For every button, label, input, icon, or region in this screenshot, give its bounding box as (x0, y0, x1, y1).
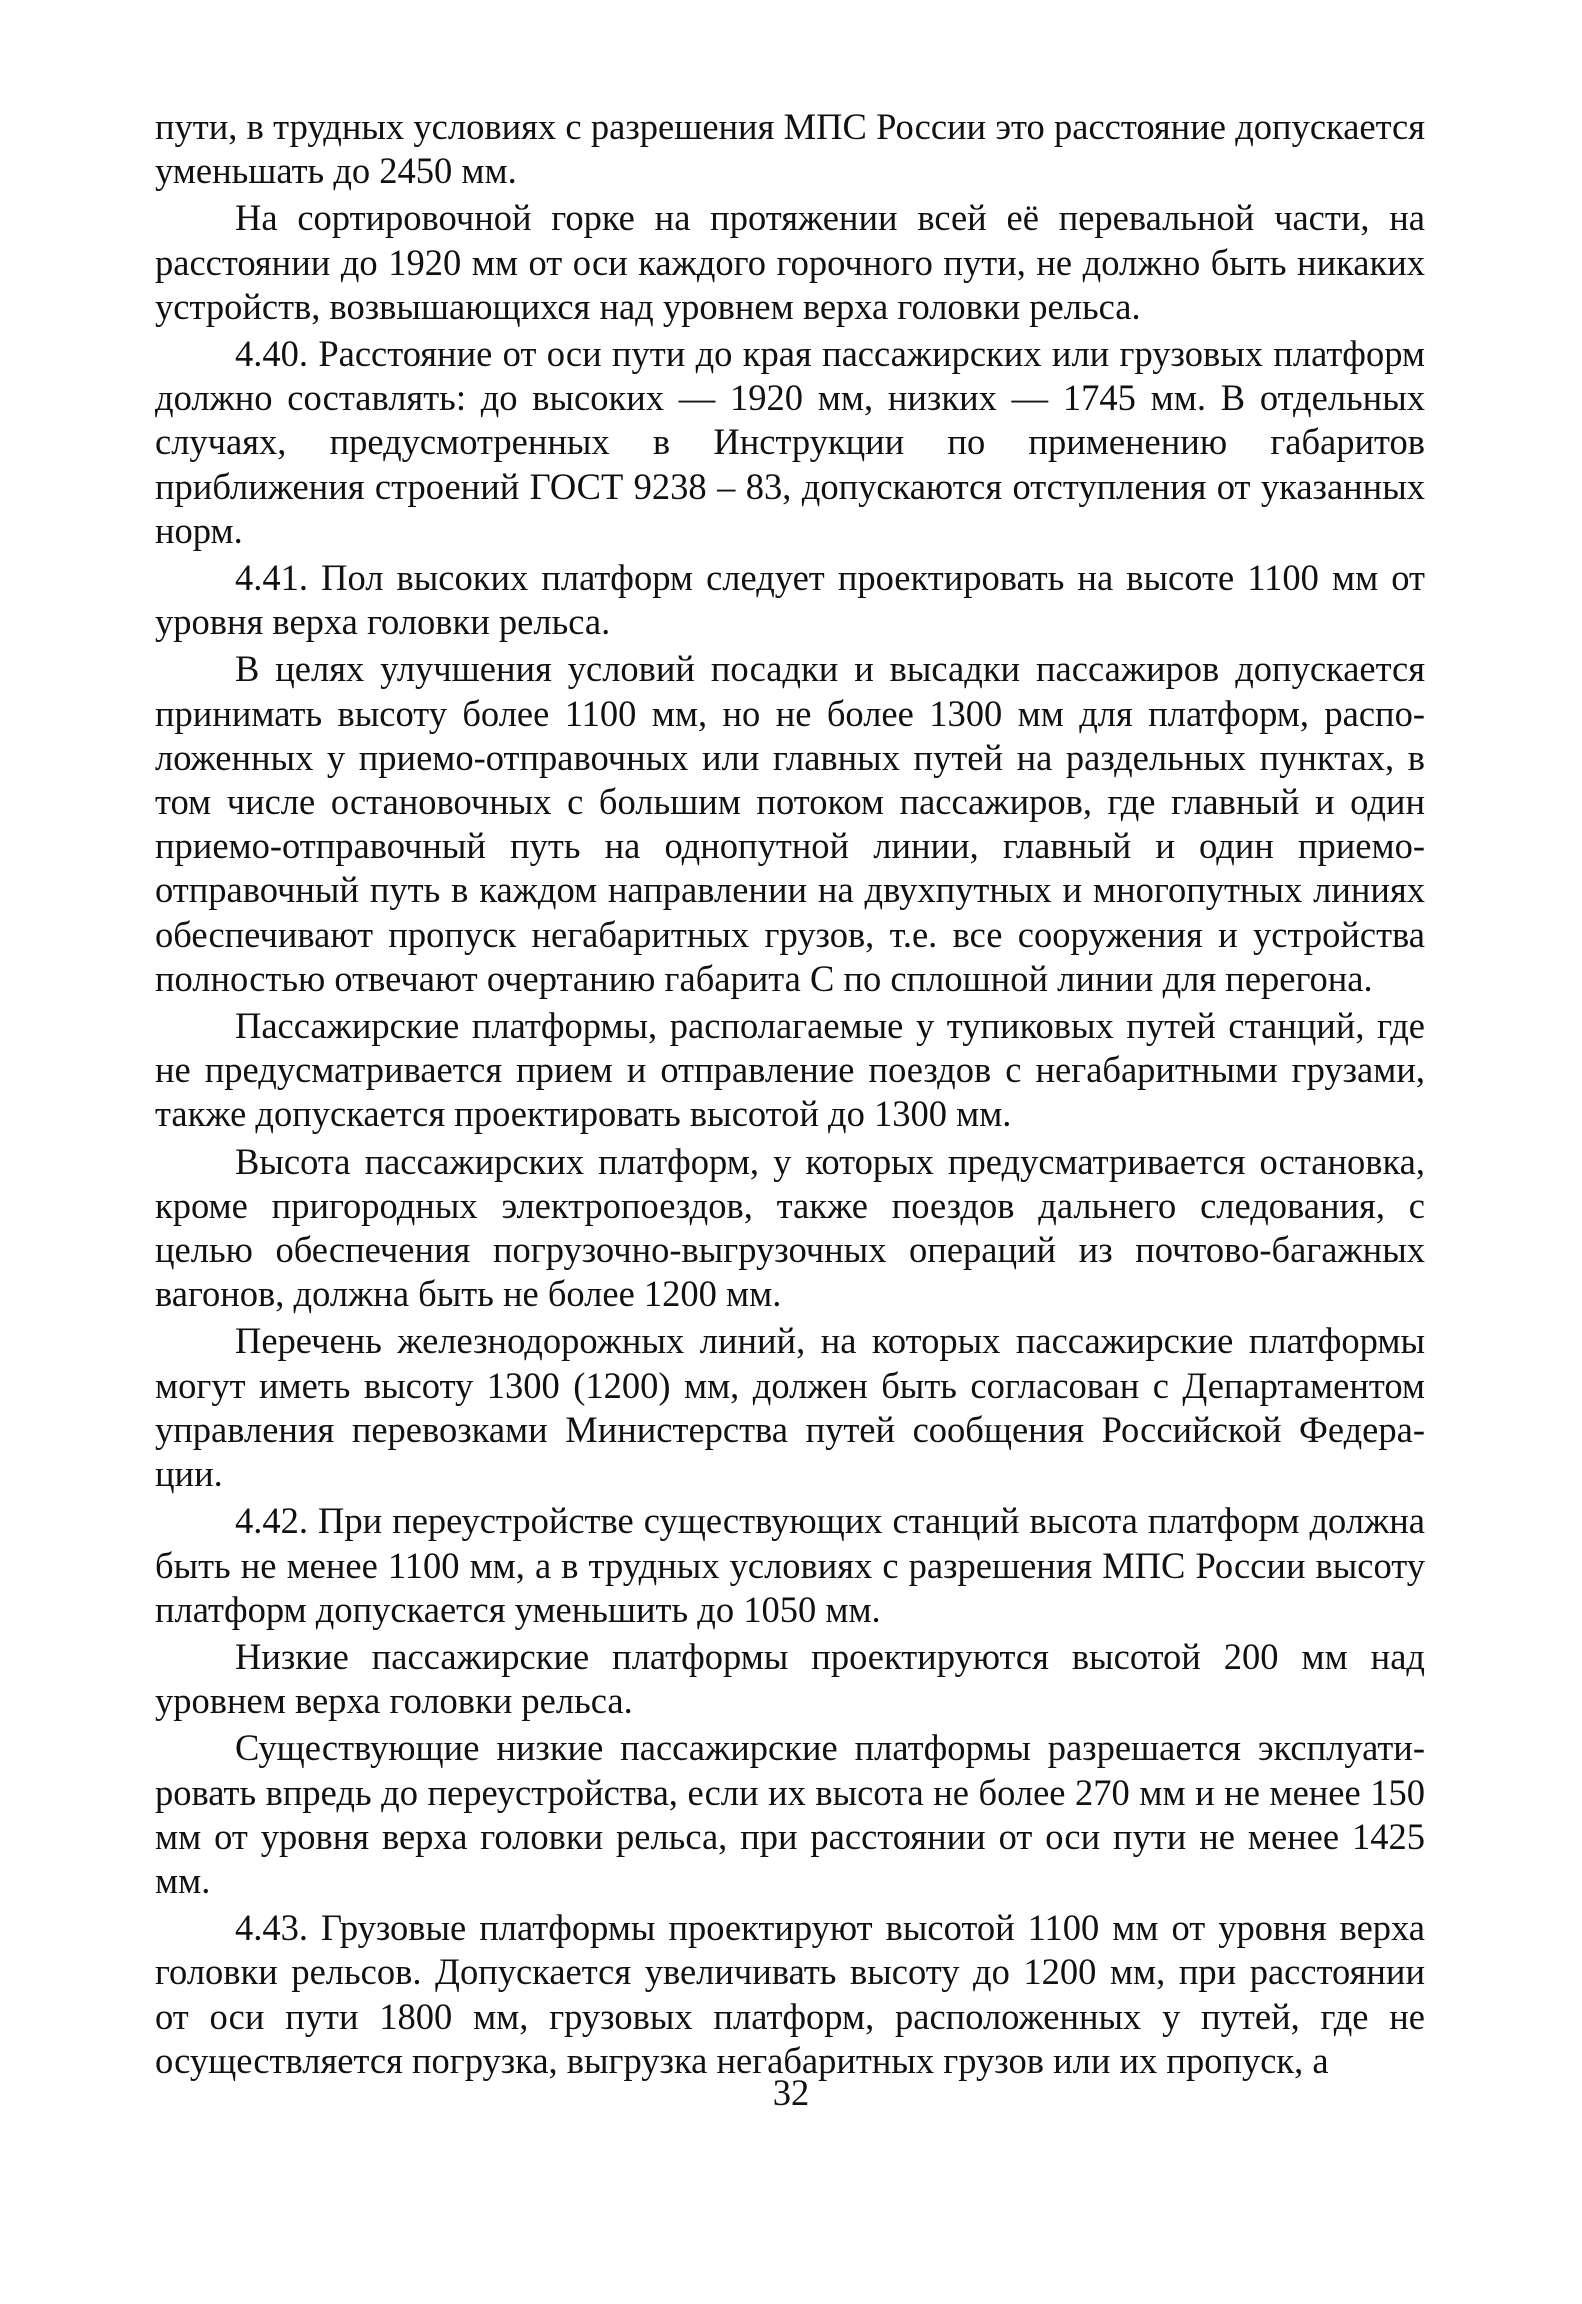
paragraph-4-42: 4.42. При переустройстве существующих станций высота платформ должна быть не менее 1100 мм, а в трудных условиях с разрешения МПС России высоту платформ допускается уменьшить до 1050 мм. (155, 1500, 1425, 1630)
paragraph-4-43: 4.43. Грузовые платформы проектируют высотой 1100 мм от уровня верха головки рельсов. Допускается увеличивать высоту до 1200 мм, при расстоянии от оси пути 1800 мм, грузовых платформ, расположенных у путей, где не осуществляется погрузка, выгрузка негабаритных грузов или их пропуск, а (155, 1907, 1425, 2081)
page-body (155, 105, 1425, 2086)
paragraph-boarding-height: В целях улучшения условий посадки и высадки пассажиров допускается принимать высоту более 1100 мм, но не более 1300 мм для платформ, расположенных у приемо-отправочных или главных путей на раздельных пунктах, в том числе остановочных с большим потоком пассажиров, где главный и один приемо-отправочный путь на однопутной линии, главный и один приемоотправочный путь в каждом направлении на двухпутных и многопутных линиях обеспечивают пропуск негабаритных грузов, т.е. все сооружения и устройства полностью отвечают очертанию габарита С по сплошной линии для перегона. (155, 648, 1425, 999)
paragraph-4-40: 4.40. Расстояние от оси пути до края пассажирских или грузовых платформ должно составлять: до высоких — 1920 мм, низких — 1745 мм. В отдельных случаях, предусмотренных в Инструкции по применению габаритов приближения строений ГОСТ 9238 – 83, допускаются отступления от указанных норм. (155, 333, 1425, 551)
paragraph-dead-end-platforms: Пассажирские платформы, располагаемые у тупиковых путей станций, где не предусматривается прием и отправление поездов с негабаритными грузами, также допускается проектировать высотой до 1300 мм. (155, 1005, 1425, 1135)
paragraph-low-platforms: Низкие пассажирские платформы проектируются высотой 200 мм над уровнем верха головки рельса. (155, 1635, 1425, 1722)
page-number: 32 (772, 2072, 810, 2113)
paragraph-existing-low-platforms: Существующие низкие пассажирские платформы разрешается эксплуатировать впредь до переустройства, если их высота не более 270 мм и не менее 150 мм от уровня верха головки рельса, при расстоянии от оси пути не менее 1425 мм. (155, 1727, 1425, 1901)
paragraph-line-list: Перечень железнодорожных линий, на которых пассажирские платформы могут иметь высоту 1300 (1200) мм, должен быть согласован с Департаментом управления перевозками Министерства путей сообщения Российской Федерации. (155, 1320, 1425, 1495)
paragraph-4-41: 4.41. Пол высоких платформ следует проектировать на высоте 1100 мм от уровня верха головки рельса. (155, 557, 1425, 643)
paragraph-hump-yard: На сортировочной горке на протяжении всей её перевальной части, на расстоянии до 1920 мм от оси каждого горочного пути, не должно быть никаких устройств, возвышающихся над уровнем верха головки рельса. (155, 197, 1425, 327)
paragraph-continuation: пути, в трудных условиях с разрешения МПС России это расстояние допускается уменьшать до 2450 мм. (155, 106, 1425, 192)
paragraph-postal-platforms: Высота пассажирских платформ, у которых предусматривается остановка, кроме пригородных электропоездов, также поездов дальнего следования, с целью обеспечения погрузочно-выгрузочных операций из почтово-багажных вагонов, должна быть не более 1200 мм. (155, 1140, 1425, 1315)
